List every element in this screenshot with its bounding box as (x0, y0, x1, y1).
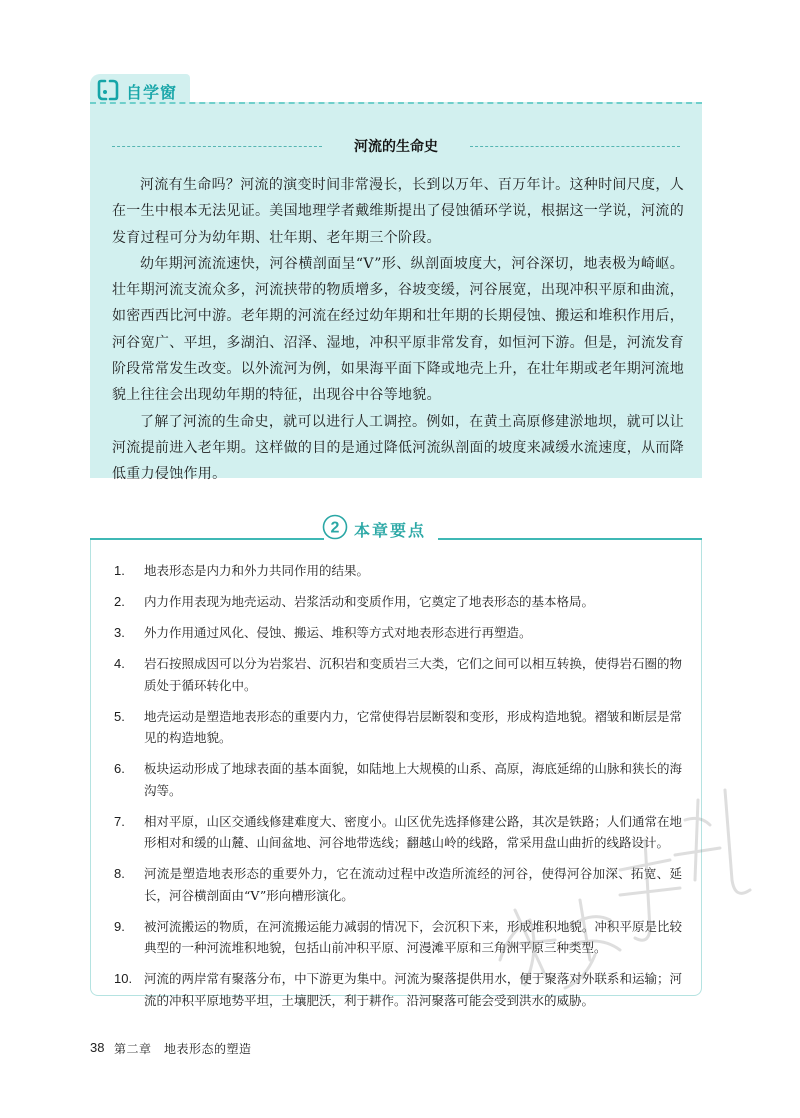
key-points-heading: 本章要点 (354, 521, 427, 540)
item-text: 内力作用表现为地壳运动、岩浆活动和变质作用，它奠定了地表形态的基本格局。 (144, 594, 595, 609)
item-number: 8. (114, 866, 125, 881)
item-number: 2. (114, 594, 125, 609)
study-paragraph: 河流有生命吗？河流的演变时间非常漫长，长到以万年、百万年计。这种时间尺度，人在一生中根本无法见证。美国地理学者戴维斯提出了侵蚀循环学说，根据这一学说，河流的发育过程可分为幼年期、壮年期、老年期三个阶段。 (112, 177, 684, 246)
item-number: 10. (114, 971, 133, 986)
bracket-logo-icon (96, 78, 120, 102)
list-item (114, 622, 682, 644)
item-text: 地表形态是内力和外力共同作用的结果。 (144, 563, 370, 578)
item-number: 7. (114, 813, 125, 829)
list-item (114, 591, 682, 613)
study-paragraph: 了解了河流的生命史，就可以进行人工调控。例如，在黄土高原修建淤地坝，就可以让河流提前进入老年期。这样做的目的是通过降低河流纵剖面的坡度来减缓水流速度，从而降低重力侵蚀作用。 (112, 413, 684, 483)
item-text: 岩石按照成因可以分为岩浆岩、沉积岩和变质岩三大类，它们之间可以相互转换，使得岩石圈的物质处于循环转化中。 (144, 656, 682, 693)
study-window-body (112, 172, 684, 488)
page-number: 38 (90, 1040, 105, 1055)
item-number: 9. (114, 918, 125, 934)
watermark-calligraphy (470, 760, 760, 1000)
list-item (114, 706, 682, 749)
item-text: 河流是塑造地表形态的重要外力，它在流动过程中改造所流经的河谷，使得河谷加深、拓宽、延长，河谷横剖面由“V”形向槽形演化。 (144, 866, 682, 903)
item-number: 5. (114, 708, 125, 724)
study-window-label: 自学窗 (126, 83, 178, 102)
list-item (114, 560, 682, 582)
item-number: 4. (114, 656, 125, 671)
item-number: 6. (114, 761, 125, 776)
study-window-title: 河流的生命史 (354, 139, 438, 155)
item-text: 外力作用通过风化、侵蚀、搬运、堆积等方式对地表形态进行再塑造。 (144, 625, 532, 640)
study-paragraph: 幼年期河流流速快，河谷横剖面呈“V”形、纵剖面坡度大，河谷深切，地表极为崎岖。壮年期河流支流众多，河流挟带的物质增多，谷坡变缓，河谷展宽，出现冲积平原和曲流，如密西西比河中游。老年期的河流在经过幼年期和壮年期的长期侵蚀、搬运和堆积作用后，河谷宽广、平坦，多湖泊、沼泽、湿地，冲积平原非常发育，如恒河下游。但是，河流发育阶段常常发生改变。以外流河为例，如果海平面下降或地壳上升，在壮年期或老年期河流地貌上往往会出现幼年期的特征，出现谷中谷等地貌。 (112, 255, 684, 404)
item-text: 被河流搬运的物质，在河流搬运能力减弱的情况下，会沉积下来，形成堆积地貌。冲积平原是比较典型的一种河流堆积地貌，包括山前冲积平原、河漫滩平原和三角洲平原三种类型。 (144, 918, 682, 955)
item-text: 板块运动形成了地球表面的基本面貌，如陆地上大规模的山系、高原，海底延绵的山脉和狭长的海沟等。 (144, 761, 682, 798)
item-number: 1. (114, 563, 125, 578)
section-number-badge-icon (322, 514, 348, 540)
item-text: 地壳运动是塑造地表形态的重要内力，它常使得岩层断裂和变形，形成构造地貌。褶皱和断层是常见的构造地貌。 (144, 708, 682, 745)
item-text: 相对平原，山区交通线修建难度大、密度小。山区优先选择修建公路，其次是铁路；人们通常在地形相对和缓的山麓、山间盆地、河谷地带选线；翻越山岭的线路，常采用盘山曲折的线路设计。 (144, 813, 682, 850)
chapter-footer: 第二章 地表形态的塑造 (114, 1042, 252, 1056)
item-text: 河流的两岸常有聚落分布，中下游更为集中。河流为聚落提供用水，便于聚落对外联系和运输；河流的冲积平原地势平坦，土壤肥沃，利于耕作。沿河聚落可能会受到洪水的威胁。 (144, 971, 682, 1008)
section-number: 2 (330, 519, 340, 537)
list-item (114, 653, 682, 696)
item-number: 3. (114, 625, 125, 640)
